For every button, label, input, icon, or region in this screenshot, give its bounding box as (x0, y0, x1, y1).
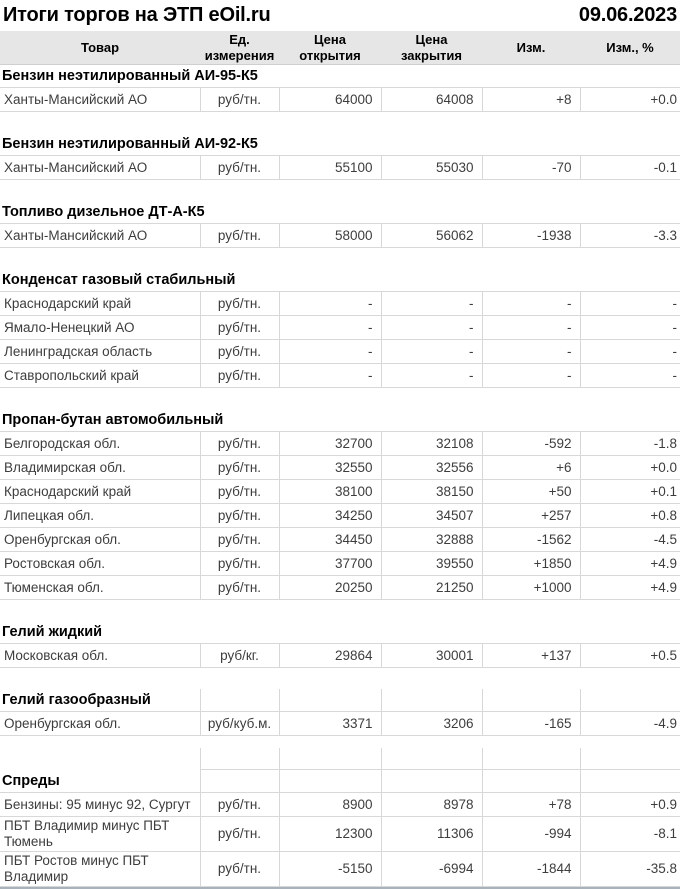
product-cell: ПБТ Владимир минус ПБТ Тюмень (0, 817, 200, 852)
section-header-row (0, 409, 680, 432)
table-row (0, 432, 680, 456)
close-price-cell: 56062 (381, 224, 482, 248)
table-row (0, 88, 680, 112)
open-price-cell: 64000 (279, 88, 381, 112)
change-pct-cell: +0.8 (580, 504, 680, 528)
report-date: 09.06.2023 (578, 4, 677, 26)
table-row (0, 480, 680, 504)
change-pct-cell: - (580, 340, 680, 364)
product-cell: Владимирская обл. (0, 456, 200, 480)
open-price-cell: 8900 (279, 793, 381, 817)
unit-cell: руб/тн. (200, 793, 279, 817)
spacer-cell (482, 748, 580, 770)
close-price-cell: 55030 (381, 156, 482, 180)
change-cell: - (482, 292, 580, 316)
spacer-cell (381, 748, 482, 770)
section-title: Бензин неэтилированный АИ-95-К5 (2, 68, 258, 84)
change-pct-cell: - (580, 316, 680, 340)
open-price-cell: - (279, 364, 381, 388)
unit-cell: руб/тн. (200, 552, 279, 576)
change-cell: +50 (482, 480, 580, 504)
change-cell: -1562 (482, 528, 580, 552)
unit-cell: руб/кг. (200, 644, 279, 668)
open-price-cell: 34250 (279, 504, 381, 528)
close-price-cell: 64008 (381, 88, 482, 112)
unit-cell: руб/тн. (200, 504, 279, 528)
product-cell: Липецкая обл. (0, 504, 200, 528)
unit-cell: руб/тн. (200, 528, 279, 552)
unit-cell: руб/тн. (200, 316, 279, 340)
spacer-cell (0, 668, 680, 690)
change-cell: -994 (482, 817, 580, 852)
table-row (0, 817, 680, 852)
change-cell: -165 (482, 712, 580, 736)
change-cell: -1844 (482, 851, 580, 886)
section-empty-cell (482, 689, 580, 712)
spacer-cell (0, 388, 680, 410)
open-price-cell: 29864 (279, 644, 381, 668)
spacer-cell (0, 600, 680, 622)
spacer-cell (0, 248, 680, 270)
open-price-cell: 3371 (279, 712, 381, 736)
product-cell: Краснодарский край (0, 480, 200, 504)
table-row (0, 456, 680, 480)
unit-cell: руб/тн. (200, 456, 279, 480)
section-empty-cell (381, 689, 482, 712)
unit-cell: руб/тн. (200, 576, 279, 600)
section-title: Гелий газообразный (2, 692, 151, 708)
product-cell: Ханты-Мансийский АО (0, 156, 200, 180)
change-pct-cell: +0.5 (580, 644, 680, 668)
spacer-row (0, 388, 680, 410)
column-header-unit: Ед. измерения (200, 31, 279, 65)
product-cell: Московская обл. (0, 644, 200, 668)
table-row (0, 316, 680, 340)
change-pct-cell: -4.5 (580, 528, 680, 552)
section-header-row (0, 65, 680, 88)
table-row (0, 644, 680, 668)
table-row (0, 504, 680, 528)
spacer-row (0, 748, 680, 770)
table-row (0, 851, 680, 886)
table-row (0, 712, 680, 736)
change-pct-cell: +4.9 (580, 576, 680, 600)
open-price-cell: 32700 (279, 432, 381, 456)
product-cell: Бензины: 95 минус 92, Сургут (0, 793, 200, 817)
open-price-cell: - (279, 340, 381, 364)
unit-cell: руб/тн. (200, 156, 279, 180)
change-pct-cell: -0.1 (580, 156, 680, 180)
change-pct-cell: -4.9 (580, 712, 680, 736)
change-pct-cell: -35.8 (580, 851, 680, 886)
trading-results-report (0, 31, 680, 889)
results-table-body (0, 65, 680, 887)
page-title: Итоги торгов на ЭТП eOil.ru (3, 4, 271, 26)
column-header-change-pct: Изм., % (580, 31, 680, 65)
unit-cell: руб/тн. (200, 480, 279, 504)
spacer-cell (279, 748, 381, 770)
spacer-row (0, 248, 680, 270)
section-empty-cell (381, 770, 482, 793)
unit-cell: руб/тн. (200, 340, 279, 364)
close-price-cell: - (381, 292, 482, 316)
open-price-cell: -5150 (279, 851, 381, 886)
section-empty-cell (580, 689, 680, 712)
spacer-cell (0, 748, 200, 770)
section-header-row (0, 770, 680, 793)
change-pct-cell: -1.8 (580, 432, 680, 456)
product-cell: Тюменская обл. (0, 576, 200, 600)
section-header-row (0, 689, 680, 712)
table-row (0, 292, 680, 316)
section-title: Конденсат газовый стабильный (2, 272, 236, 288)
change-cell: +1000 (482, 576, 580, 600)
table-row (0, 364, 680, 388)
spacer-cell (200, 748, 279, 770)
close-price-cell: - (381, 340, 482, 364)
change-cell: - (482, 340, 580, 364)
section-header-row (0, 133, 680, 156)
change-cell: +137 (482, 644, 580, 668)
section-title: Спреды (2, 772, 60, 789)
spacer-row (0, 736, 680, 749)
product-cell: Ростовская обл. (0, 552, 200, 576)
spacer-cell (580, 748, 680, 770)
change-pct-cell: -8.1 (580, 817, 680, 852)
table-row (0, 156, 680, 180)
product-cell: Ставропольский край (0, 364, 200, 388)
section-empty-cell (482, 770, 580, 793)
section-empty-cell (580, 770, 680, 793)
unit-cell: руб/тн. (200, 432, 279, 456)
change-pct-cell: +4.9 (580, 552, 680, 576)
change-pct-cell: +0.0 (580, 456, 680, 480)
close-price-cell: 3206 (381, 712, 482, 736)
unit-cell: руб/тн. (200, 224, 279, 248)
change-pct-cell: -3.3 (580, 224, 680, 248)
product-cell: Оренбургская обл. (0, 528, 200, 552)
product-cell: ПБТ Ростов минус ПБТ Владимир (0, 851, 200, 886)
table-row (0, 576, 680, 600)
unit-cell: руб/тн. (200, 292, 279, 316)
table-row (0, 528, 680, 552)
close-price-cell: 39550 (381, 552, 482, 576)
open-price-cell: - (279, 292, 381, 316)
change-pct-cell: - (580, 292, 680, 316)
change-cell: +8 (482, 88, 580, 112)
close-price-cell: - (381, 316, 482, 340)
close-price-cell: 8978 (381, 793, 482, 817)
column-header-close-price: Цена закрытия (381, 31, 482, 65)
results-table (0, 31, 680, 887)
open-price-cell: 20250 (279, 576, 381, 600)
product-cell: Оренбургская обл. (0, 712, 200, 736)
spacer-row (0, 180, 680, 202)
close-price-cell: 11306 (381, 817, 482, 852)
table-row (0, 793, 680, 817)
open-price-cell: 34450 (279, 528, 381, 552)
spacer-row (0, 112, 680, 134)
close-price-cell: 38150 (381, 480, 482, 504)
change-cell: +78 (482, 793, 580, 817)
close-price-cell: 32888 (381, 528, 482, 552)
close-price-cell: 34507 (381, 504, 482, 528)
change-cell: -1938 (482, 224, 580, 248)
close-price-cell: 30001 (381, 644, 482, 668)
section-title: Бензин неэтилированный АИ-92-К5 (2, 136, 258, 152)
close-price-cell: 32108 (381, 432, 482, 456)
title-bar (0, 0, 680, 31)
section-empty-cell (279, 770, 381, 793)
product-cell: Ямало-Ненецкий АО (0, 316, 200, 340)
product-cell: Ханты-Мансийский АО (0, 88, 200, 112)
column-header-product: Товар (0, 31, 200, 65)
column-header-change: Изм. (482, 31, 580, 65)
change-cell: +257 (482, 504, 580, 528)
change-cell: - (482, 364, 580, 388)
column-header-open-price: Цена открытия (279, 31, 381, 65)
unit-cell: руб/куб.м. (200, 712, 279, 736)
column-header-row (0, 31, 680, 65)
table-row (0, 224, 680, 248)
spacer-cell (0, 112, 680, 134)
open-price-cell: 58000 (279, 224, 381, 248)
spacer-row (0, 668, 680, 690)
section-header-row (0, 269, 680, 292)
open-price-cell: 37700 (279, 552, 381, 576)
close-price-cell: - (381, 364, 482, 388)
section-header-row (0, 621, 680, 644)
change-cell: -592 (482, 432, 580, 456)
section-title: Пропан-бутан автомобильный (2, 412, 224, 428)
unit-cell: руб/тн. (200, 364, 279, 388)
unit-cell: руб/тн. (200, 88, 279, 112)
section-title: Гелий жидкий (2, 624, 103, 640)
open-price-cell: - (279, 316, 381, 340)
section-title: Топливо дизельное ДТ-А-К5 (2, 204, 205, 220)
unit-cell: руб/тн. (200, 817, 279, 852)
close-price-cell: -6994 (381, 851, 482, 886)
open-price-cell: 38100 (279, 480, 381, 504)
product-cell: Белгородская обл. (0, 432, 200, 456)
product-cell: Краснодарский край (0, 292, 200, 316)
change-pct-cell: +0.9 (580, 793, 680, 817)
change-cell: +6 (482, 456, 580, 480)
change-cell: - (482, 316, 580, 340)
close-price-cell: 32556 (381, 456, 482, 480)
change-pct-cell: +0.0 (580, 88, 680, 112)
product-cell: Ленинградская область (0, 340, 200, 364)
open-price-cell: 55100 (279, 156, 381, 180)
section-empty-cell (200, 770, 279, 793)
change-pct-cell: +0.1 (580, 480, 680, 504)
spacer-row (0, 600, 680, 622)
table-row (0, 552, 680, 576)
section-empty-cell (200, 689, 279, 712)
close-price-cell: 21250 (381, 576, 482, 600)
spacer-cell (0, 180, 680, 202)
section-header-row (0, 201, 680, 224)
section-empty-cell (279, 689, 381, 712)
product-cell: Ханты-Мансийский АО (0, 224, 200, 248)
change-cell: -70 (482, 156, 580, 180)
change-pct-cell: - (580, 364, 680, 388)
open-price-cell: 32550 (279, 456, 381, 480)
unit-cell: руб/тн. (200, 851, 279, 886)
change-cell: +1850 (482, 552, 580, 576)
table-row (0, 340, 680, 364)
open-price-cell: 12300 (279, 817, 381, 852)
spacer-cell (0, 736, 680, 749)
